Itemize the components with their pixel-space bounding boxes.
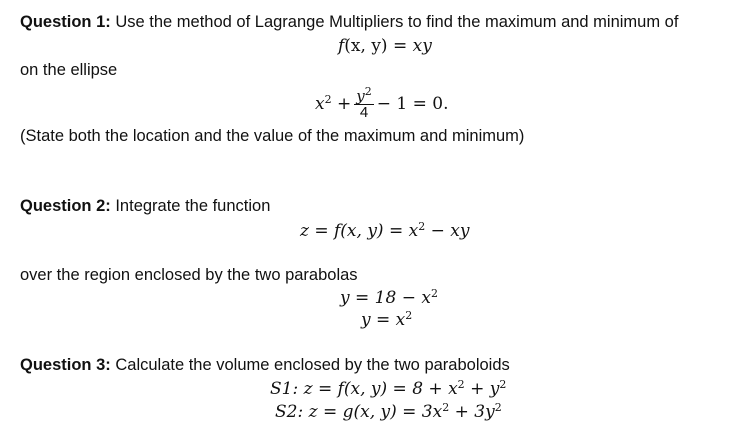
q2-parabola-1: $y = 18 - x^2$ bbox=[340, 287, 438, 308]
question-1-text: Use the method of Lagrange Multipliers to find the maximum and minimum of bbox=[110, 13, 679, 31]
q1-note: (State both the location and the value of the maximum and minimum) bbox=[20, 127, 525, 145]
q2-parabola-2: $y = x^2$ bbox=[361, 309, 413, 330]
ellipse-fraction: $\frac{y^2}{4}$ bbox=[356, 85, 372, 121]
q2-region-text: over the region enclosed by the two parabolas bbox=[20, 266, 358, 284]
question-2-text: Integrate the function bbox=[110, 197, 271, 215]
q1-objective-function: f(x, y) = xy bbox=[338, 36, 432, 56]
q3-paraboloid-s2: S2: z = g(x, $y) = 3x^2 + 3y^2$ bbox=[275, 401, 502, 422]
question-2-prompt bbox=[20, 196, 270, 216]
question-3-text: Calculate the volume enclosed by the two paraboloids bbox=[110, 356, 510, 374]
question-1-prompt bbox=[20, 12, 678, 32]
question-2-label: Question 2: bbox=[20, 197, 111, 215]
q1-ellipse-equation: $x^2$ + $\frac{y^2}{4}$ − 1 = 0. bbox=[315, 85, 449, 121]
q3-paraboloid-s1: S1: z = f(x, $y) = 8 + x^2 + y^2$ bbox=[270, 378, 507, 399]
q2-function: z = f(x, $y) = x^2$ − xy bbox=[300, 220, 470, 241]
q1-on-ellipse-text: on the ellipse bbox=[20, 61, 118, 79]
question-1-label: Question 1: bbox=[20, 13, 111, 31]
question-3-label: Question 3: bbox=[20, 356, 111, 374]
question-3-prompt bbox=[20, 355, 510, 375]
